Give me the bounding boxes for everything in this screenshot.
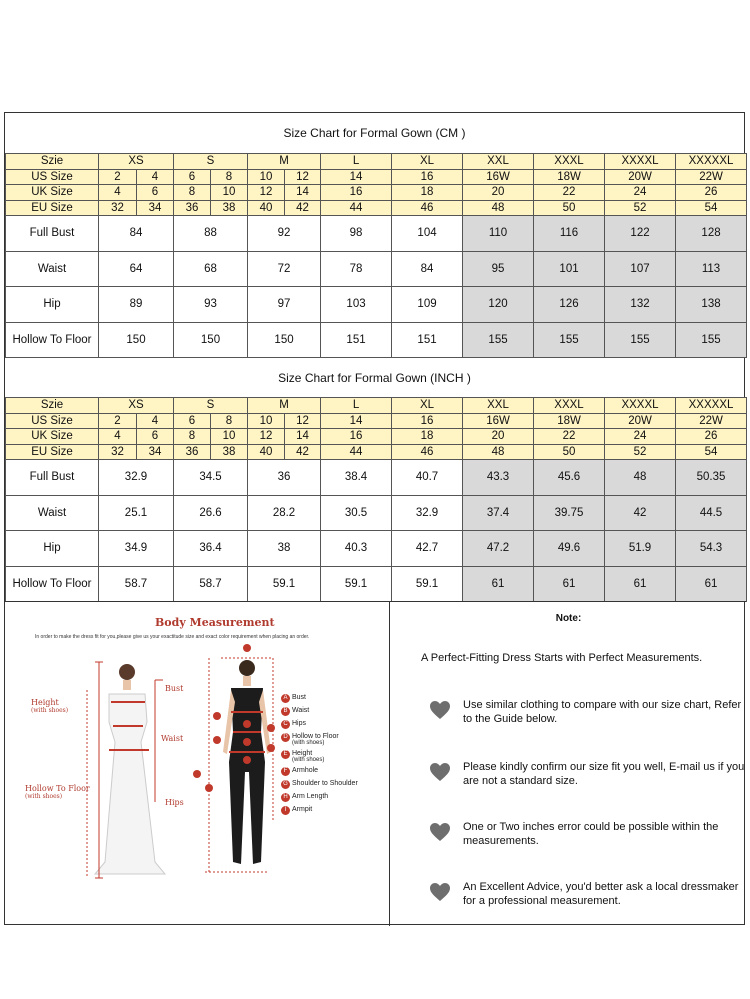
measurement-cell: 30.5	[321, 495, 392, 531]
measurement-row	[6, 566, 747, 602]
size-cell: XS	[99, 154, 174, 170]
measurement-cell: 116	[534, 216, 605, 252]
measurement-cell: 59.1	[248, 566, 321, 602]
measurement-cell: 40.3	[321, 531, 392, 567]
size-cell: 20	[463, 429, 534, 445]
legend-text	[292, 694, 306, 701]
measurement-cell: 110	[463, 216, 534, 252]
legend-letter: H	[281, 793, 290, 802]
measurement-cell: 59.1	[321, 566, 392, 602]
size-cell: 26	[676, 185, 747, 201]
measurement-cell: 84	[392, 251, 463, 287]
measurement-cell: 32.9	[99, 460, 174, 496]
size-cell: 22W	[676, 169, 747, 185]
legend-letter: G	[281, 780, 290, 789]
size-cell: XXXXXL	[676, 398, 747, 414]
measurement-cell: 68	[174, 251, 248, 287]
row-label: Waist	[6, 251, 99, 287]
size-cell: 18	[392, 185, 463, 201]
legend-text	[292, 780, 358, 787]
row-label: Szie	[6, 398, 99, 414]
measurement-cell: 61	[676, 566, 747, 602]
size-cell: 10	[248, 413, 285, 429]
size-cell: 54	[676, 200, 747, 216]
height-label	[31, 698, 68, 714]
bodysuit-figure	[193, 644, 275, 872]
size-cell: 34	[137, 444, 174, 460]
measurement-row	[6, 531, 747, 567]
legend-note: (with shoes)	[292, 740, 325, 746]
size-cell: 22	[534, 429, 605, 445]
legend-item	[281, 733, 358, 746]
legend-letter: E	[281, 750, 290, 759]
measurement-cell: 44.5	[676, 495, 747, 531]
hollow-label-note: (with shoes)	[25, 793, 63, 800]
measurement-cell: 37.4	[463, 495, 534, 531]
size-cell: 4	[99, 429, 137, 445]
measurement-cell: 47.2	[463, 531, 534, 567]
row-label: US Size	[6, 413, 99, 429]
measurement-cell: 120	[463, 287, 534, 323]
size-cell: 8	[174, 429, 211, 445]
row-label: Hip	[6, 531, 99, 567]
measurement-cell: 26.6	[174, 495, 248, 531]
size-cell: 6	[174, 169, 211, 185]
size-cell: XXL	[463, 154, 534, 170]
measurement-cell: 51.9	[605, 531, 676, 567]
size-cell: 26	[676, 429, 747, 445]
measurement-cell: 61	[605, 566, 676, 602]
legend-letter: I	[281, 806, 290, 815]
size-cell: 18W	[534, 413, 605, 429]
size-cell: 32	[99, 200, 137, 216]
size-cell: 2	[99, 413, 137, 429]
measurement-row	[6, 322, 747, 358]
size-row	[6, 398, 747, 414]
measurement-cell: 64	[99, 251, 174, 287]
size-cell: S	[174, 398, 248, 414]
size-cell: 20W	[605, 169, 676, 185]
size-cell: 8	[174, 185, 211, 201]
size-cell: 16W	[463, 413, 534, 429]
size-cell: 16	[321, 185, 392, 201]
measurement-cell: 89	[99, 287, 174, 323]
size-cell: 18	[392, 429, 463, 445]
measurement-cell: 151	[392, 322, 463, 358]
legend-text	[292, 733, 339, 746]
size-row	[6, 444, 747, 460]
size-cell: M	[248, 154, 321, 170]
size-cell: 10	[248, 169, 285, 185]
cm-size-table	[5, 153, 747, 358]
row-label: EU Size	[6, 200, 99, 216]
measurement-cell: 95	[463, 251, 534, 287]
measurement-cell: 97	[248, 287, 321, 323]
legend-label: Arm Length	[292, 793, 329, 800]
size-cell: 8	[211, 169, 248, 185]
size-cell: L	[321, 154, 392, 170]
measurement-cell: 155	[605, 322, 676, 358]
tip-text: One or Two inches error could be possible within the measurements.	[463, 821, 719, 847]
measurement-cell: 72	[248, 251, 321, 287]
gown-figure	[87, 662, 165, 878]
size-cell: 40	[248, 200, 285, 216]
size-cell: 2	[99, 169, 137, 185]
size-cell: 4	[137, 169, 174, 185]
hips-label: Hips	[165, 798, 184, 807]
size-cell: 54	[676, 444, 747, 460]
row-label: Full Bust	[6, 216, 99, 252]
measurement-cell: 104	[392, 216, 463, 252]
size-cell: 12	[285, 413, 321, 429]
size-cell: 18W	[534, 169, 605, 185]
size-cell: XXXL	[534, 154, 605, 170]
measurement-cell: 101	[534, 251, 605, 287]
measurement-cell: 54.3	[676, 531, 747, 567]
measurement-cell: 113	[676, 251, 747, 287]
legend-label: Armpit	[292, 806, 313, 813]
size-cell: 6	[174, 413, 211, 429]
row-label: Waist	[6, 495, 99, 531]
size-row	[6, 200, 747, 216]
legend-letter: B	[281, 707, 290, 716]
measurement-cell: 150	[99, 322, 174, 358]
size-cell: 24	[605, 185, 676, 201]
bust-label: Bust	[165, 684, 184, 693]
measurement-cell: 58.7	[174, 566, 248, 602]
measurement-cell: 48	[605, 460, 676, 496]
note-intro: A Perfect-Fitting Dress Starts with Perfect Measurements.	[421, 652, 703, 664]
size-cell: 6	[137, 429, 174, 445]
measurement-cell: 28.2	[248, 495, 321, 531]
tip-item	[429, 760, 750, 788]
measurement-cell: 150	[248, 322, 321, 358]
row-label: Hollow To Floor	[6, 566, 99, 602]
measurement-cell: 36.4	[174, 531, 248, 567]
size-cell: 14	[285, 429, 321, 445]
size-cell: XS	[99, 398, 174, 414]
legend-text	[292, 767, 318, 774]
measurement-cell: 151	[321, 322, 392, 358]
notes-panel	[391, 602, 746, 926]
measurement-cell: 34.9	[99, 531, 174, 567]
size-cell: XXXL	[534, 398, 605, 414]
measurement-cell: 32.9	[392, 495, 463, 531]
body-measurement-panel	[5, 602, 390, 926]
inch-chart-title: Size Chart for Formal Gown (INCH )	[278, 371, 471, 385]
tip-text: Use similar clothing to compare with our size chart, Refer to the Guide below.	[463, 699, 742, 725]
size-cell: 46	[392, 444, 463, 460]
legend-letter: F	[281, 767, 290, 776]
measurement-cell: 50.35	[676, 460, 747, 496]
measurement-cell: 138	[676, 287, 747, 323]
size-cell: 38	[211, 200, 248, 216]
size-cell: 22	[534, 185, 605, 201]
size-cell: 46	[392, 200, 463, 216]
cm-chart-title: Size Chart for Formal Gown (CM )	[283, 126, 466, 140]
legend-note: (with shoes)	[292, 757, 325, 763]
row-label: Hollow To Floor	[6, 322, 99, 358]
size-cell: 16W	[463, 169, 534, 185]
measurement-cell: 59.1	[392, 566, 463, 602]
size-cell: 34	[137, 200, 174, 216]
heart-icon	[429, 700, 451, 720]
size-cell: 20W	[605, 413, 676, 429]
size-cell: 50	[534, 200, 605, 216]
legend-label: Hips	[292, 720, 307, 727]
legend-item	[281, 780, 358, 789]
measurement-cell: 88	[174, 216, 248, 252]
legend-label: Bust	[292, 694, 307, 701]
measurement-cell: 155	[676, 322, 747, 358]
measurement-cell: 40.7	[392, 460, 463, 496]
measurement-cell: 42	[605, 495, 676, 531]
size-row	[6, 429, 747, 445]
legend-text	[292, 750, 324, 763]
size-cell: XL	[392, 398, 463, 414]
size-cell: 14	[285, 185, 321, 201]
inch-size-table	[5, 397, 747, 602]
measurement-cell: 155	[463, 322, 534, 358]
measurement-cell: 109	[392, 287, 463, 323]
size-cell: 50	[534, 444, 605, 460]
size-cell: 12	[248, 429, 285, 445]
legend-label: Height	[292, 750, 313, 757]
body-measurement-title: Body Measurement	[155, 616, 275, 629]
row-label: EU Size	[6, 444, 99, 460]
measurement-cell: 36	[248, 460, 321, 496]
heart-icon	[429, 822, 451, 842]
size-cell: XXXXL	[605, 398, 676, 414]
legend-label: Waist	[292, 707, 310, 714]
measurement-row	[6, 216, 747, 252]
legend-label: Hollow to Floor	[292, 733, 339, 740]
tip-item	[429, 880, 750, 908]
size-cell: 48	[463, 200, 534, 216]
legend-item	[281, 720, 358, 729]
measurement-cell: 150	[174, 322, 248, 358]
measurement-cell: 61	[534, 566, 605, 602]
legend-text	[292, 793, 328, 800]
size-cell: 36	[174, 444, 211, 460]
row-label: UK Size	[6, 185, 99, 201]
size-cell: 52	[605, 444, 676, 460]
size-cell: 6	[137, 185, 174, 201]
note-title: Note:	[555, 613, 582, 624]
measurement-cell: 61	[463, 566, 534, 602]
measurement-cell: 98	[321, 216, 392, 252]
measurement-cell: 93	[174, 287, 248, 323]
legend-item	[281, 707, 358, 716]
legend-letter: C	[281, 720, 290, 729]
size-cell: XL	[392, 154, 463, 170]
guide-section	[5, 601, 746, 926]
size-cell: 14	[321, 169, 392, 185]
hollow-label-text: Hollow To Floor	[25, 784, 90, 793]
size-cell: 44	[321, 200, 392, 216]
heart-icon	[429, 882, 451, 902]
legend-item	[281, 694, 358, 703]
measurement-row	[6, 495, 747, 531]
legend-text	[292, 707, 309, 714]
measurement-cell: 25.1	[99, 495, 174, 531]
measurement-row	[6, 287, 747, 323]
size-cell: 36	[174, 200, 211, 216]
size-cell: 44	[321, 444, 392, 460]
size-cell: 4	[137, 413, 174, 429]
size-cell: 40	[248, 444, 285, 460]
waist-label: Waist	[161, 734, 184, 743]
row-label: Hip	[6, 287, 99, 323]
heart-icon	[429, 762, 451, 782]
measurement-cell: 38	[248, 531, 321, 567]
tip-text: Please kindly confirm our size fit you well, E-mail us if you are not a standard size.	[463, 761, 745, 787]
legend-text	[292, 720, 306, 727]
measurement-cell: 92	[248, 216, 321, 252]
measurement-cell: 34.5	[174, 460, 248, 496]
size-cell: 24	[605, 429, 676, 445]
measurement-row	[6, 251, 747, 287]
measurement-cell: 103	[321, 287, 392, 323]
measurement-cell: 45.6	[534, 460, 605, 496]
legend-letter: D	[281, 733, 290, 742]
size-cell: 20	[463, 185, 534, 201]
legend-letter: A	[281, 694, 290, 703]
size-cell: 10	[211, 185, 248, 201]
legend-item	[281, 806, 358, 815]
measurement-cell: 122	[605, 216, 676, 252]
size-cell: 42	[285, 444, 321, 460]
legend-item	[281, 767, 358, 776]
size-row	[6, 154, 747, 170]
size-cell: XXL	[463, 398, 534, 414]
size-cell: 14	[321, 413, 392, 429]
legend-item	[281, 793, 358, 802]
size-cell: 12	[248, 185, 285, 201]
size-cell: XXXXXL	[676, 154, 747, 170]
size-cell: 16	[392, 169, 463, 185]
size-row	[6, 413, 747, 429]
size-cell: 32	[99, 444, 137, 460]
size-row	[6, 185, 747, 201]
measurement-cell: 107	[605, 251, 676, 287]
size-cell: 42	[285, 200, 321, 216]
measurement-cell: 49.6	[534, 531, 605, 567]
size-cell: 10	[211, 429, 248, 445]
measurement-row	[6, 460, 747, 496]
row-label: UK Size	[6, 429, 99, 445]
body-measurement-subtitle: In order to make the dress fit for you,please give us your exactitude size and exact color requirement when placing an order.	[35, 634, 310, 640]
legend-label: Shoulder to Shoulder	[292, 780, 358, 787]
measurement-cell: 78	[321, 251, 392, 287]
size-cell: 38	[211, 444, 248, 460]
height-label-text: Height	[31, 698, 59, 707]
tip-text: An Excellent Advice, you'd better ask a local dressmaker for a professional measurement.	[463, 881, 739, 907]
legend-text	[292, 806, 312, 813]
size-cell: 12	[285, 169, 321, 185]
size-cell: 16	[392, 413, 463, 429]
size-cell: M	[248, 398, 321, 414]
measurement-cell: 132	[605, 287, 676, 323]
size-cell: L	[321, 398, 392, 414]
hollow-label	[25, 784, 90, 800]
size-cell: 22W	[676, 413, 747, 429]
measurement-cell: 128	[676, 216, 747, 252]
tip-item	[429, 820, 750, 848]
size-row	[6, 169, 747, 185]
size-chart-sheet	[4, 112, 745, 925]
size-cell: 4	[99, 185, 137, 201]
legend-item	[281, 750, 358, 763]
measurement-cell: 58.7	[99, 566, 174, 602]
legend-label: Armhole	[292, 767, 319, 774]
size-cell: 48	[463, 444, 534, 460]
row-label: Szie	[6, 154, 99, 170]
size-cell: S	[174, 154, 248, 170]
measurement-cell: 38.4	[321, 460, 392, 496]
measurement-cell: 126	[534, 287, 605, 323]
measurement-legend	[281, 694, 358, 819]
measurement-cell: 39.75	[534, 495, 605, 531]
measurement-cell: 84	[99, 216, 174, 252]
tip-item	[429, 698, 750, 726]
height-label-note: (with shoes)	[31, 707, 69, 714]
row-label: US Size	[6, 169, 99, 185]
size-cell: 52	[605, 200, 676, 216]
size-cell: 16	[321, 429, 392, 445]
measurement-cell: 42.7	[392, 531, 463, 567]
measurement-cell: 155	[534, 322, 605, 358]
size-cell: XXXXL	[605, 154, 676, 170]
row-label: Full Bust	[6, 460, 99, 496]
size-cell: 8	[211, 413, 248, 429]
measurement-cell: 43.3	[463, 460, 534, 496]
